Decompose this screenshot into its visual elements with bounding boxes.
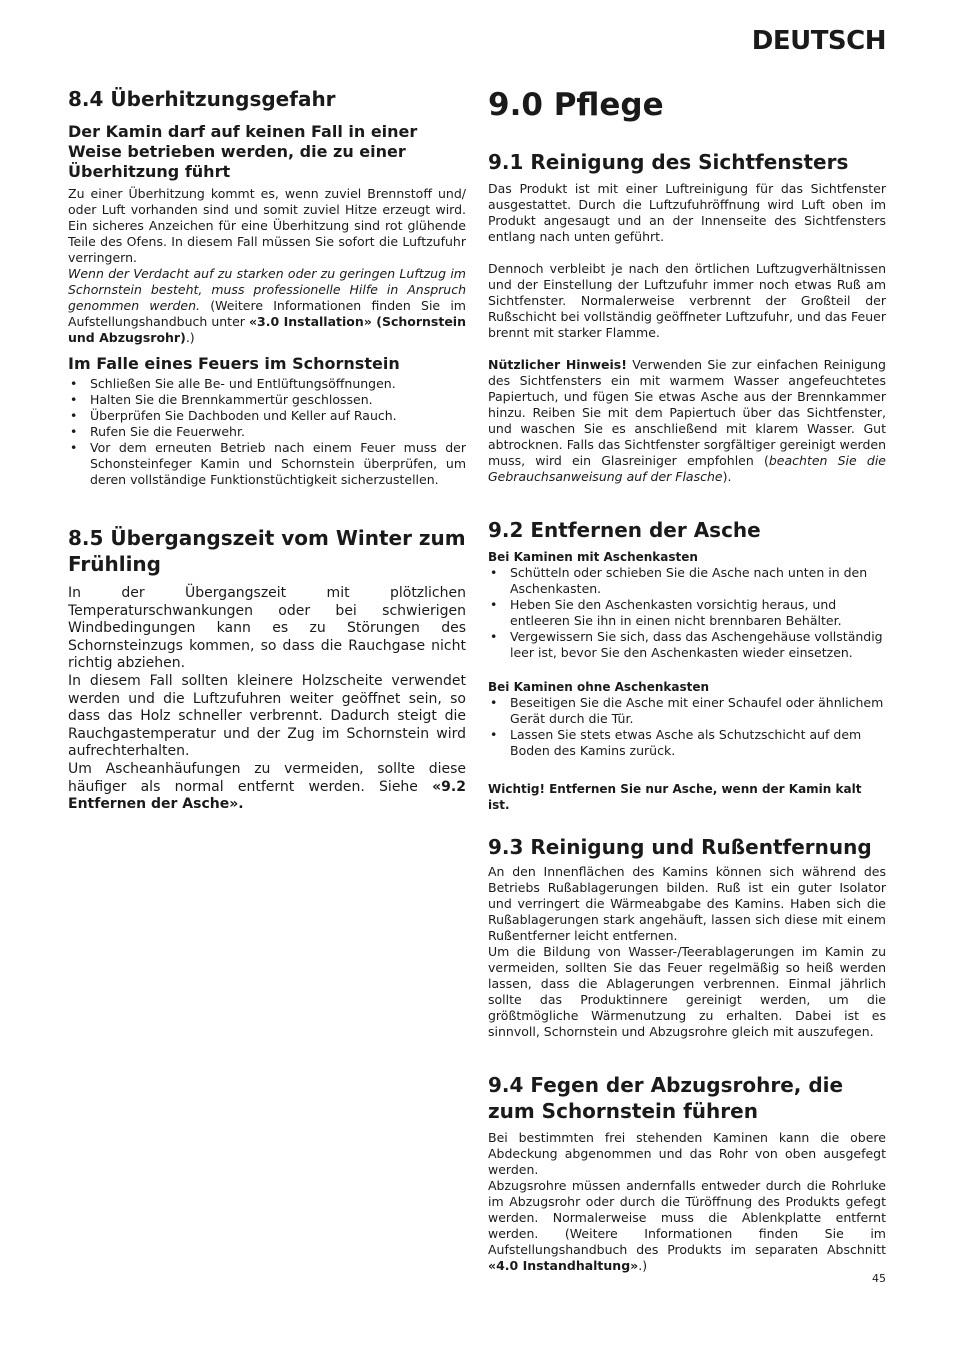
list-item: • Vor dem erneuten Betrieb nach einem Feuer muss der Schonsteinfeger Kamin und Schornstein überprüfen, um deren vollständige Funktionstüchtigkeit sicherzustellen.	[68, 440, 466, 488]
text: Verwenden Sie zur einfachen Reinigung des Sichtfensters ein mit warmem Wasser angefeuchtetes Papiertuch, und fügen Sie etwas Asche aus der Brennkammer hinzu. Reiben Sie mit dem Papiertuch über das Sichtfenster, und waschen Sie es anschließend mit klarem Wasser. Gut abtrocknen. Falls das Sichtfenster sorgfältiger gereinigt werden muss, wird ein Glasreiniger empfohlen (	[488, 357, 886, 468]
paragraph: Dennoch verbleibt je nach den örtlichen Luftzugverhältnissen und der Einstellung der Luftzufuhr immer noch etwas Ruß am Sichtfenster. Normalerweise verbrennt der Großteil der Rußschicht bei vollständig geöffneter Luftzufuhr, und das Feuer brennt mit starker Flamme.	[488, 261, 886, 340]
tip-label: Nützlicher Hinweis!	[488, 357, 627, 372]
section-lead: Der Kamin darf auf keinen Fall in einer Weise betrieben werden, die zu einer Überhitzung führt	[68, 122, 418, 181]
section-9-3	[488, 834, 886, 1040]
paragraph: An den Innenflächen des Kamins können sich während des Betriebs Rußablagerungen bilden. Ruß ist ein guter Isolator und verringert die Wärmeabgabe des Kamins. Haben sich die Rußablagerungen stark angehäuft, lassen sich diese mit einem Rußentferner leicht entfernen.	[488, 864, 886, 943]
text: Um Ascheanhäufungen zu vermeiden, sollte diese häufiger als normal entfernt werden. Siehe	[68, 760, 466, 795]
subsection-title: Bei Kaminen mit Aschenkasten	[488, 550, 698, 564]
list-item: • Lassen Sie stets etwas Asche als Schutzschicht auf dem Boden des Kamins zurück.	[488, 727, 886, 759]
section-9-1	[488, 149, 886, 485]
section-9-4	[488, 1072, 886, 1274]
text: .)	[185, 330, 195, 345]
list-item: • Überprüfen Sie Dachboden und Keller auf Rauch.	[68, 408, 466, 424]
reference-link: «4.0 Instandhaltung»	[488, 1258, 639, 1273]
subsection-title: Im Falle eines Feuers im Schornstein	[68, 354, 400, 373]
chimney-fire-block	[68, 354, 466, 488]
bullet-list	[68, 376, 466, 488]
reference-link: «3.0 Installation» (Schornstein und Abzugsrohr)	[68, 314, 466, 345]
paragraph	[488, 1178, 886, 1274]
language-label: DEUTSCH	[751, 26, 886, 56]
page-number: 45	[872, 1272, 886, 1285]
text: ).	[722, 469, 732, 484]
text: (Weitere Informationen finden Sie im Aufstellungshandbuch unter	[68, 298, 466, 329]
section-title: 8.5 Übergangszeit vom Winter zum Frühling	[68, 526, 466, 576]
list-item: • Vergewissern Sie sich, dass das Aschengehäuse vollständig leer ist, bevor Sie den Aschenkasten wieder einsetzen.	[488, 629, 886, 661]
reference-link: «9.2 Entfernen der Asche».	[68, 778, 466, 813]
paragraph: Bei bestimmten frei stehenden Kaminen kann die obere Abdeckung abgenommen und das Rohr von oben ausgefegt werden.	[488, 1130, 886, 1177]
section-title: 8.4 Überhitzungsgefahr	[68, 87, 336, 111]
section-title: 9.4 Fegen der Abzugsrohre, die zum Schornstein führen	[488, 1073, 844, 1123]
bullet-list	[488, 565, 886, 661]
section-8-4	[68, 86, 466, 346]
section-title: 9.3 Reinigung und Rußentfernung	[488, 835, 872, 859]
bullet-list	[488, 695, 886, 759]
text: .)	[638, 1258, 648, 1273]
chapter-title: 9.0 Pflege	[488, 87, 664, 123]
list-item: • Beseitigen Sie die Asche mit einer Schaufel oder ähnlichem Gerät durch die Tür.	[488, 695, 886, 727]
paragraph	[68, 761, 466, 814]
paragraph: In diesem Fall sollten kleinere Holzscheite verwendet werden und die Luftzufuhren weiter geöffnet sein, so dass das Holz schneller verbrennt. Dadurch steigt die Rauchgastemperatur und der Zug im Schornstein wird aufrechterhalten.	[68, 672, 466, 760]
list-item: • Schließen Sie alle Be- und Entlüftungsöffnungen.	[68, 376, 466, 392]
list-item: • Rufen Sie die Feuerwehr.	[68, 424, 466, 440]
italic-text: beachten Sie die Gebrauchsanweisung auf der Flasche	[488, 453, 886, 484]
list-item: • Halten Sie die Brennkammertür geschlossen.	[68, 392, 466, 408]
section-9-2	[488, 517, 886, 813]
paragraph: Das Produkt ist mit einer Luftreinigung für das Sichtfenster ausgestattet. Durch die Luftzufuhröffnung wird Luft oben im Produkt angesaugt und an der Innenseite des Sichtfensters entlang nach unten geführt.	[488, 181, 886, 244]
paragraph	[68, 266, 466, 346]
section-8-5	[68, 525, 466, 814]
text: Abzugsrohre müssen andernfalls entweder durch die Rohrluke im Abzugsrohr oder durch die Türöffnung des Produkts gefegt werden. Normalerweise muss die Ablenkplatte entfernt werden. (Weitere Informationen finden Sie im Aufstellungshandbuch des Produkts im separaten Abschnitt	[488, 1178, 886, 1257]
paragraph: In der Übergangszeit mit plötzlichen Temperaturschwankungen oder bei schwierigen Windbedingungen kann es zu Störungen des Schornsteinzugs kommen, so dass die Rauchgase nicht richtig abziehen.	[68, 585, 466, 672]
paragraph: Um die Bildung von Wasser-/Teerablagerungen im Kamin zu vermeiden, sollten Sie das Feuer regelmäßig so heiß werden lassen, dass die Ablagerungen verbrennen. Einmal jährlich sollte das Produktinnere gereinigt werden, um die größtmögliche Wärmenutzung zu erhalten. Dabei ist es sinnvoll, Schornstein und Abzugsrohre gleich mit auszufegen.	[488, 944, 886, 1039]
paragraph: Zu einer Überhitzung kommt es, wenn zuviel Brennstoff und/ oder Luft vorhanden sind und somit zuviel Hitze erzeugt wird. Ein sicheres Anzeichen für eine Überhitzung sind rot glühende Teile des Ofens. In diesem Fall müssen Sie sofort die Luftzufuhr verringern.	[68, 186, 466, 265]
paragraph	[488, 357, 886, 485]
section-title: 9.1 Reinigung des Sichtfensters	[488, 150, 849, 174]
list-item: • Heben Sie den Aschenkasten vorsichtig heraus, und entleeren Sie ihn in einen nicht brennbaren Behälter.	[488, 597, 886, 629]
subsection-title: Bei Kaminen ohne Aschenkasten	[488, 680, 710, 694]
section-title: 9.2 Entfernen der Asche	[488, 518, 761, 542]
list-item: • Schütteln oder schieben Sie die Asche nach unten in den Aschenkasten.	[488, 565, 886, 597]
warning-note: Wichtig! Entfernen Sie nur Asche, wenn der Kamin kalt ist.	[488, 782, 862, 812]
italic-text: Wenn der Verdacht auf zu starken oder zu geringen Luftzug im Schornstein besteht, muss professionelle Hilfe in Anspruch genommen werden.	[68, 266, 466, 313]
